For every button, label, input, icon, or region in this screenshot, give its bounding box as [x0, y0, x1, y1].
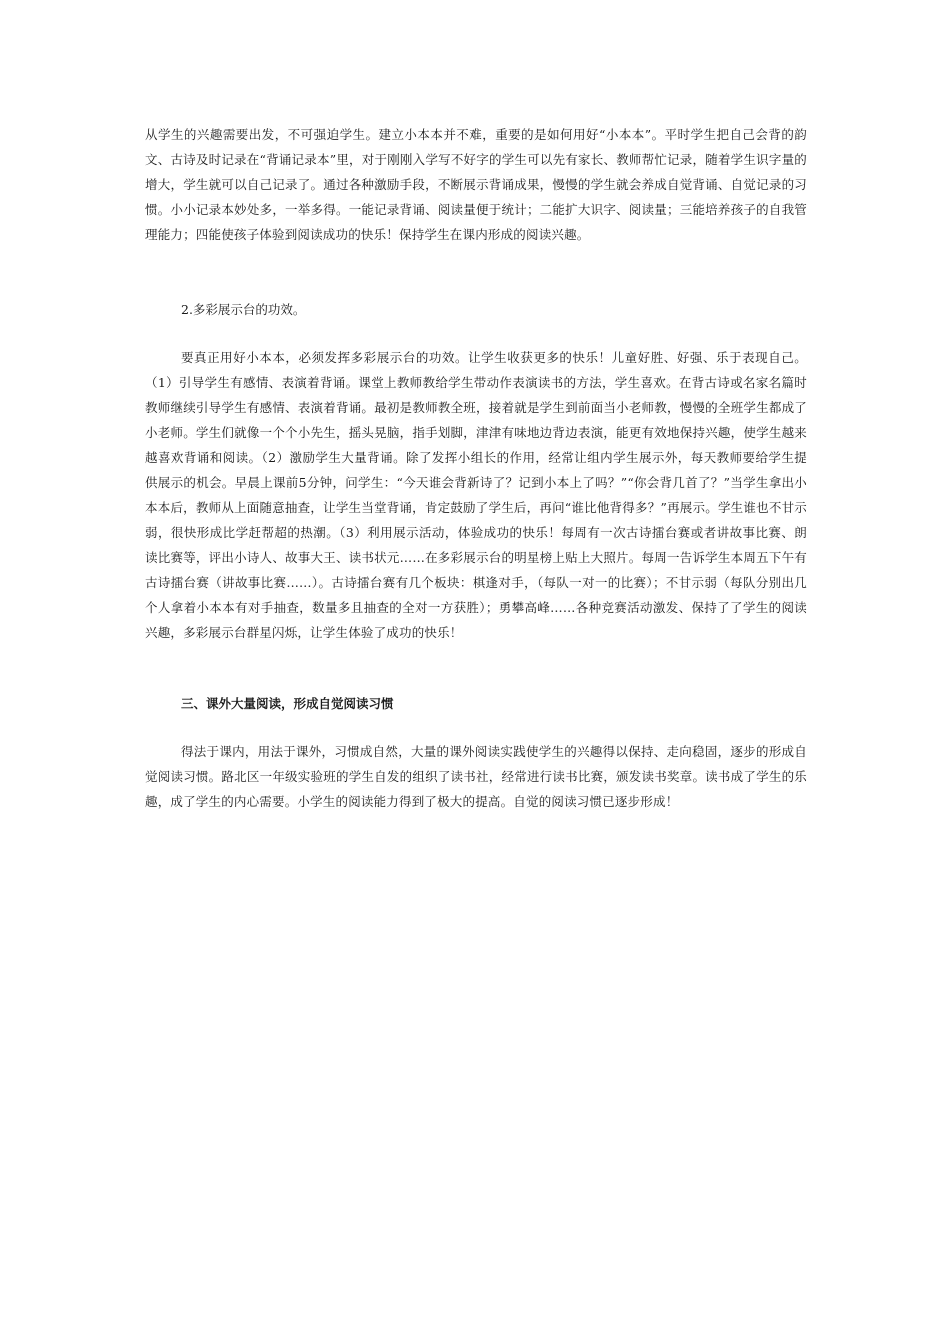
paragraph-reading-notebook: 从学生的兴趣需要出发，不可强迫学生。建立小本本并不难，重要的是如何用好“小本本”。平时学生把自己会背的韵文、古诗及时记录在“背诵记录本”里，对于刚刚入学写不好字的学生可以先有家长、教师帮忙记录，随着学生识字量的增大，学生就可以自己记录了。通过各种激励手段，不断展示背诵成果，慢慢的学生就会养成自觉背诵、自觉记录的习惯。小小记录本妙处多，一举多得。一能记录背诵、阅读量便于统计；二能扩大识字、阅读量；三能培养孩子的自我管理能力；四能使孩子体验到阅读成功的快乐！保持学生在课内形成的阅读兴趣。 [145, 127, 807, 242]
paragraph-display-board: 要真正用好小本本，必须发挥多彩展示台的功效。让学生收获更多的快乐！儿童好胜、好强、乐于表现自己。（1）引导学生有感情、表演着背诵。课堂上教师教给学生带动作表演读书的方法，学生喜欢。在背古诗或名家名篇时教师继续引导学生有感情、表演着背诵。最初是教师教全班，接着就是学生到前面当小老师教，慢慢的全班学生都成了小老师。学生们就像一个个小先生，摇头晃脑，指手划脚，津津有味地边背边表演，能更有效地保持兴趣，使学生越来越喜欢背诵和阅读。（2）激励学生大量背诵。除了发挥小组长的作用，经常让组内学生展示外，每天教师要给学生提供展示的机会。早晨上课前5分钟，问学生：“今天谁会背新诗了？记到小本上了吗？”“你会背几首了？”当学生拿出小本本后，教师从上面随意抽查，让学生当堂背诵，肯定鼓励了学生后，再问“谁比他背得多？”再展示。学生谁也不甘示弱，很快形成比学赶帮超的热潮。（3）利用展示活动，体验成功的快乐！每周有一次古诗擂台赛或者讲故事比赛、朗读比赛等，评出小诗人、故事大王、读书状元……在多彩展示台的明星榜上贴上大照片。每周一告诉学生本周五下午有古诗擂台赛（讲故事比赛……）。古诗擂台赛有几个板块：棋逢对手，（每队一对一的比赛）；不甘示弱（每队分别出几个人拿着小本本有对手抽查，数量多且抽查的全对一方获胜）；勇攀高峰……各种竞赛活动激发、保持了了学生的阅读兴趣，多彩展示台群星闪烁，让学生体验了成功的快乐！ [145, 350, 807, 640]
section-heading-extracurricular-reading: 三、课外大量阅读，形成自觉阅读习惯 [181, 696, 394, 711]
paragraph-reading-habits: 得法于课内，用法于课外，习惯成自然，大量的课外阅读实践使学生的兴趣得以保持、走向稳固，逐步的形成自觉阅读习惯。路北区一年级实验班的学生自发的组织了读书社，经常进行读书比赛，颁发读书奖章。读书成了学生的乐趣，成了学生的内心需要。小学生的阅读能力得到了极大的提高。自觉的阅读习惯已逐步形成！ [145, 744, 807, 809]
subheading-display-board: 2.多彩展示台的功效。 [181, 302, 306, 317]
